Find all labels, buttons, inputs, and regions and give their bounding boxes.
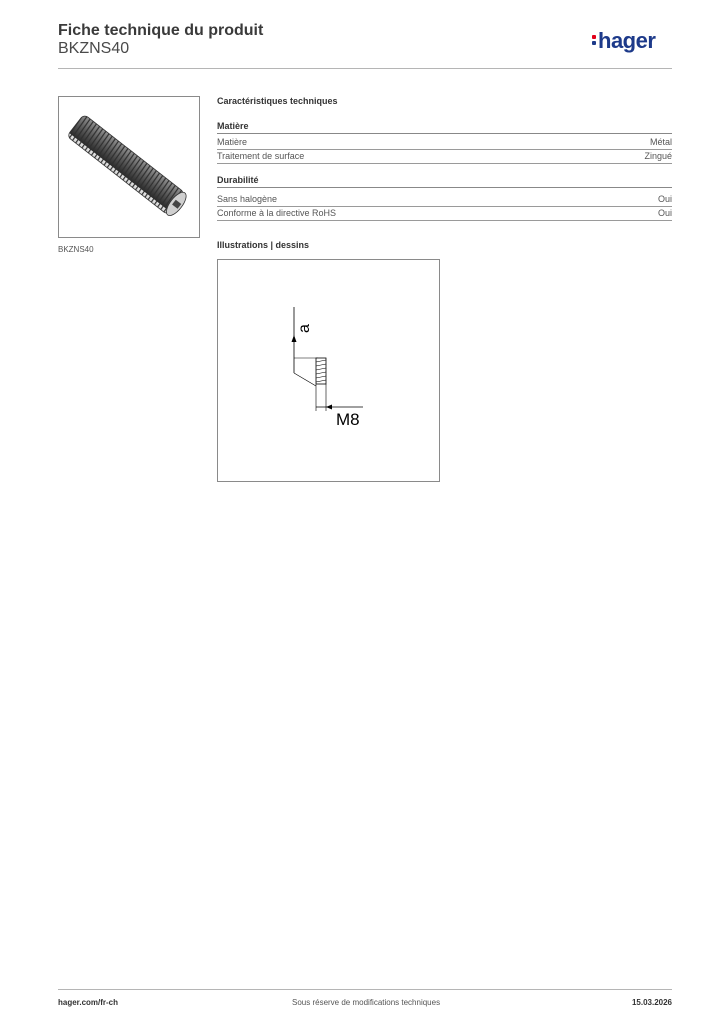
- spec-row: [217, 150, 672, 164]
- dimension-drawing-svg: [218, 260, 439, 481]
- spec-label: Traitement de surface: [217, 151, 305, 161]
- logo-text: hager: [598, 28, 656, 53]
- footer-website-link[interactable]: hager.com/fr-ch: [58, 998, 119, 1007]
- spec-row: [217, 136, 672, 150]
- spec-label: Sans halogène: [217, 194, 278, 204]
- threaded-rod-icon: [59, 97, 199, 237]
- footer-divider: [58, 989, 672, 990]
- spec-label: Matière: [217, 137, 248, 147]
- dimension-drawing: [217, 259, 440, 482]
- spec-value: Oui: [657, 208, 672, 218]
- spec-value: Zingué: [644, 151, 672, 161]
- illustrations-title: Illustrations | dessins: [217, 240, 310, 250]
- footer-date: 15.03.2026: [631, 998, 672, 1007]
- spec-label: Conforme à la directive RoHS: [217, 208, 337, 218]
- hager-logo: [592, 28, 655, 54]
- dim-m8-label: M8: [336, 410, 360, 429]
- product-reference: BKZNS40: [58, 40, 130, 57]
- logo-dots-icon: [592, 33, 598, 47]
- document-title: Fiche technique du produit: [58, 22, 264, 39]
- spec-value: Oui: [657, 194, 672, 204]
- spec-row: [217, 207, 672, 221]
- product-image-caption: BKZNS40: [58, 245, 94, 254]
- group-title-material: Matière: [217, 121, 672, 134]
- dim-a-label: a: [296, 324, 313, 333]
- group-title-durability: Durabilité: [217, 175, 672, 188]
- product-image: [58, 96, 200, 238]
- spec-value: Métal: [649, 137, 672, 147]
- header-divider: [58, 68, 672, 69]
- specs-section-title: Caractéristiques techniques: [217, 96, 338, 106]
- spec-row: [217, 193, 672, 207]
- footer-disclaimer: Sous réserve de modifications techniques: [292, 998, 441, 1007]
